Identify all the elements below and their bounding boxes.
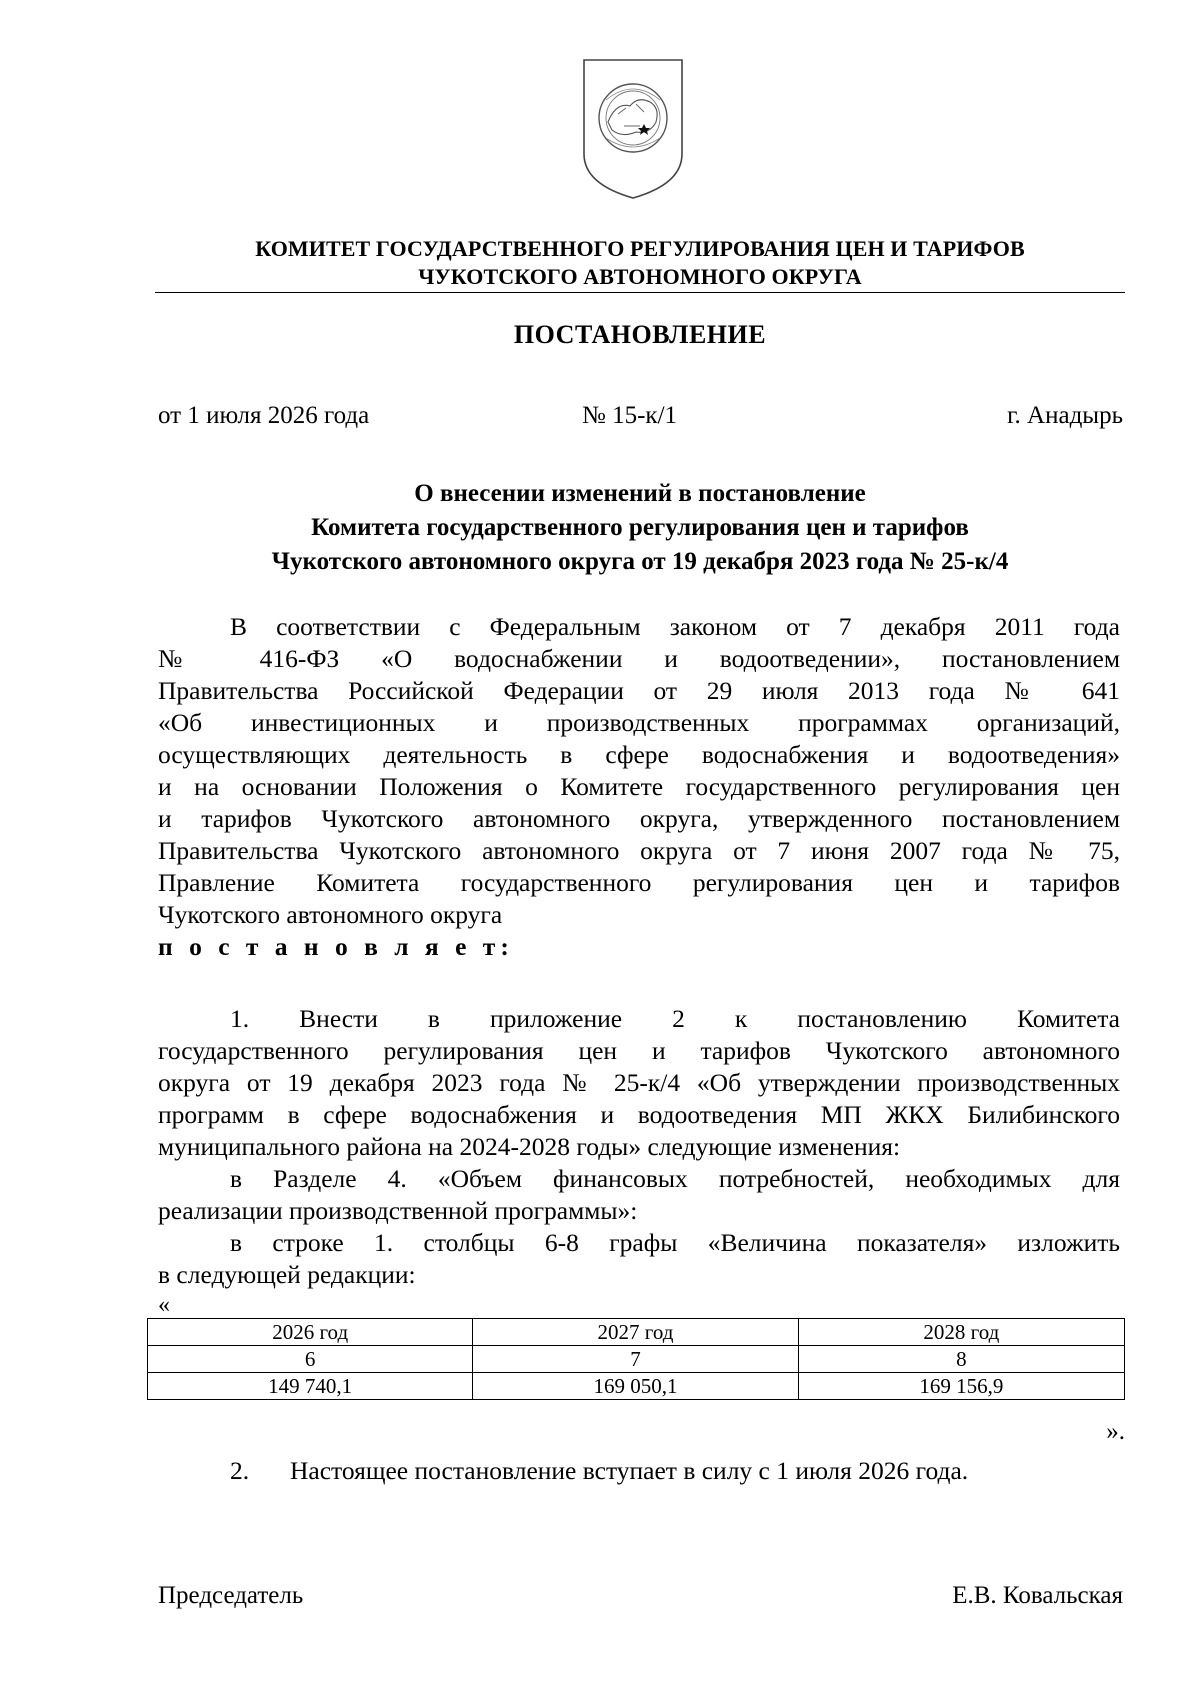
- resolves-label: п о с т а н о в л я е т:: [158, 932, 514, 961]
- table-close-quote: ».: [1106, 1418, 1125, 1445]
- table-header-cell: 2027 год: [473, 1319, 798, 1346]
- section-line: реализации производственной программы»:: [158, 1196, 638, 1225]
- document-title-line2: Комитета государственного регулирования цен и тарифов: [311, 514, 969, 541]
- organization-name-line1: КОМИТЕТ ГОСУДАРСТВЕННОГО РЕГУЛИРОВАНИЯ ЦЕН И ТАРИФОВ: [255, 236, 1025, 261]
- preamble-line: «Об инвестиционных и производственных программах организаций,: [158, 708, 1120, 737]
- table-column-number: 8: [798, 1346, 1124, 1373]
- table-value-cell: 149 740,1: [148, 1373, 473, 1400]
- organization-name-line2: ЧУКОТСКОГО АВТОНОМНОГО ОКРУГА: [418, 264, 862, 289]
- item1-line: государственного регулирования цен и тарифов Чукотского автономного: [158, 1036, 1120, 1065]
- item1-line: муниципального района на 2024-2028 годы» следующие изменения:: [158, 1132, 901, 1161]
- preamble-line: Чукотского автономного округа: [158, 900, 503, 929]
- document-date: от 1 июля 2026 года: [158, 402, 370, 429]
- preamble-line: и на основании Положения о Комитете государственного регулирования цен: [158, 772, 1120, 801]
- table-row: [148, 1346, 1125, 1373]
- header-divider: [155, 292, 1125, 293]
- preamble-line: № 416-ФЗ «О водоснабжении и водоотведении», постановлением: [158, 644, 1120, 673]
- section-line: в Разделе 4. «Объем финансовых потребностей, необходимых для: [230, 1164, 1120, 1193]
- table-column-number: 7: [473, 1346, 798, 1373]
- item1-line: 1. Внести в приложение 2 к постановлению Комитета: [230, 1004, 1120, 1033]
- preamble-line: и тарифов Чукотского автономного округа, утвержденного постановлением: [158, 804, 1120, 833]
- values-table: [147, 1318, 1125, 1400]
- document-title-line1: О внесении изменений в постановление: [414, 480, 866, 507]
- item1-line: программ в сфере водоснабжения и водоотведения МП ЖКХ Билибинского: [158, 1100, 1120, 1129]
- table-value-cell: 169 050,1: [473, 1373, 798, 1400]
- document-city: г. Анадырь: [1007, 402, 1123, 429]
- document-type: ПОСТАНОВЛЕНИЕ: [513, 320, 767, 349]
- signatory-title: Председатель: [158, 1582, 304, 1609]
- preamble-line: Правление Комитета государственного регулирования цен и тарифов: [158, 868, 1120, 897]
- item1-line: округа от 19 декабря 2023 года № 25-к/4 «Об утверждении производственных: [158, 1068, 1120, 1097]
- coat-of-arms-emblem: [578, 56, 688, 204]
- preamble-line: осуществляющих деятельность в сфере водоснабжения и водоотведения»: [158, 740, 1120, 769]
- preamble-line: Правительства Чукотского автономного округа от 7 июня 2007 года № 75,: [158, 836, 1120, 865]
- table-header-row: [148, 1319, 1125, 1346]
- table-column-number: 6: [148, 1346, 473, 1373]
- table-header-cell: 2026 год: [148, 1319, 473, 1346]
- document-title-line3: Чукотского автономного округа от 19 декабря 2023 года № 25-к/4: [271, 548, 1009, 575]
- table-value-cell: 169 156,9: [798, 1373, 1124, 1400]
- signatory-name: Е.В. Ковальская: [952, 1582, 1123, 1609]
- table-open-quote: «: [158, 1292, 170, 1318]
- preamble-line: В соответствии с Федеральным законом от 7 декабря 2011 года: [230, 612, 1120, 641]
- row-instruction-line: в строке 1. столбцы 6-8 графы «Величина показателя» изложить: [230, 1228, 1120, 1257]
- document-number: № 15-к/1: [582, 402, 678, 429]
- preamble-line: Правительства Российской Федерации от 29 июля 2013 года № 641: [158, 676, 1120, 705]
- table-row: [148, 1373, 1125, 1400]
- row-instruction-line: в следующей редакции:: [158, 1260, 416, 1289]
- table-header-cell: 2028 год: [798, 1319, 1124, 1346]
- item2-text: Настоящее постановление вступает в силу с 1 июля 2026 года.: [290, 1456, 969, 1485]
- item2-number: 2.: [230, 1456, 250, 1485]
